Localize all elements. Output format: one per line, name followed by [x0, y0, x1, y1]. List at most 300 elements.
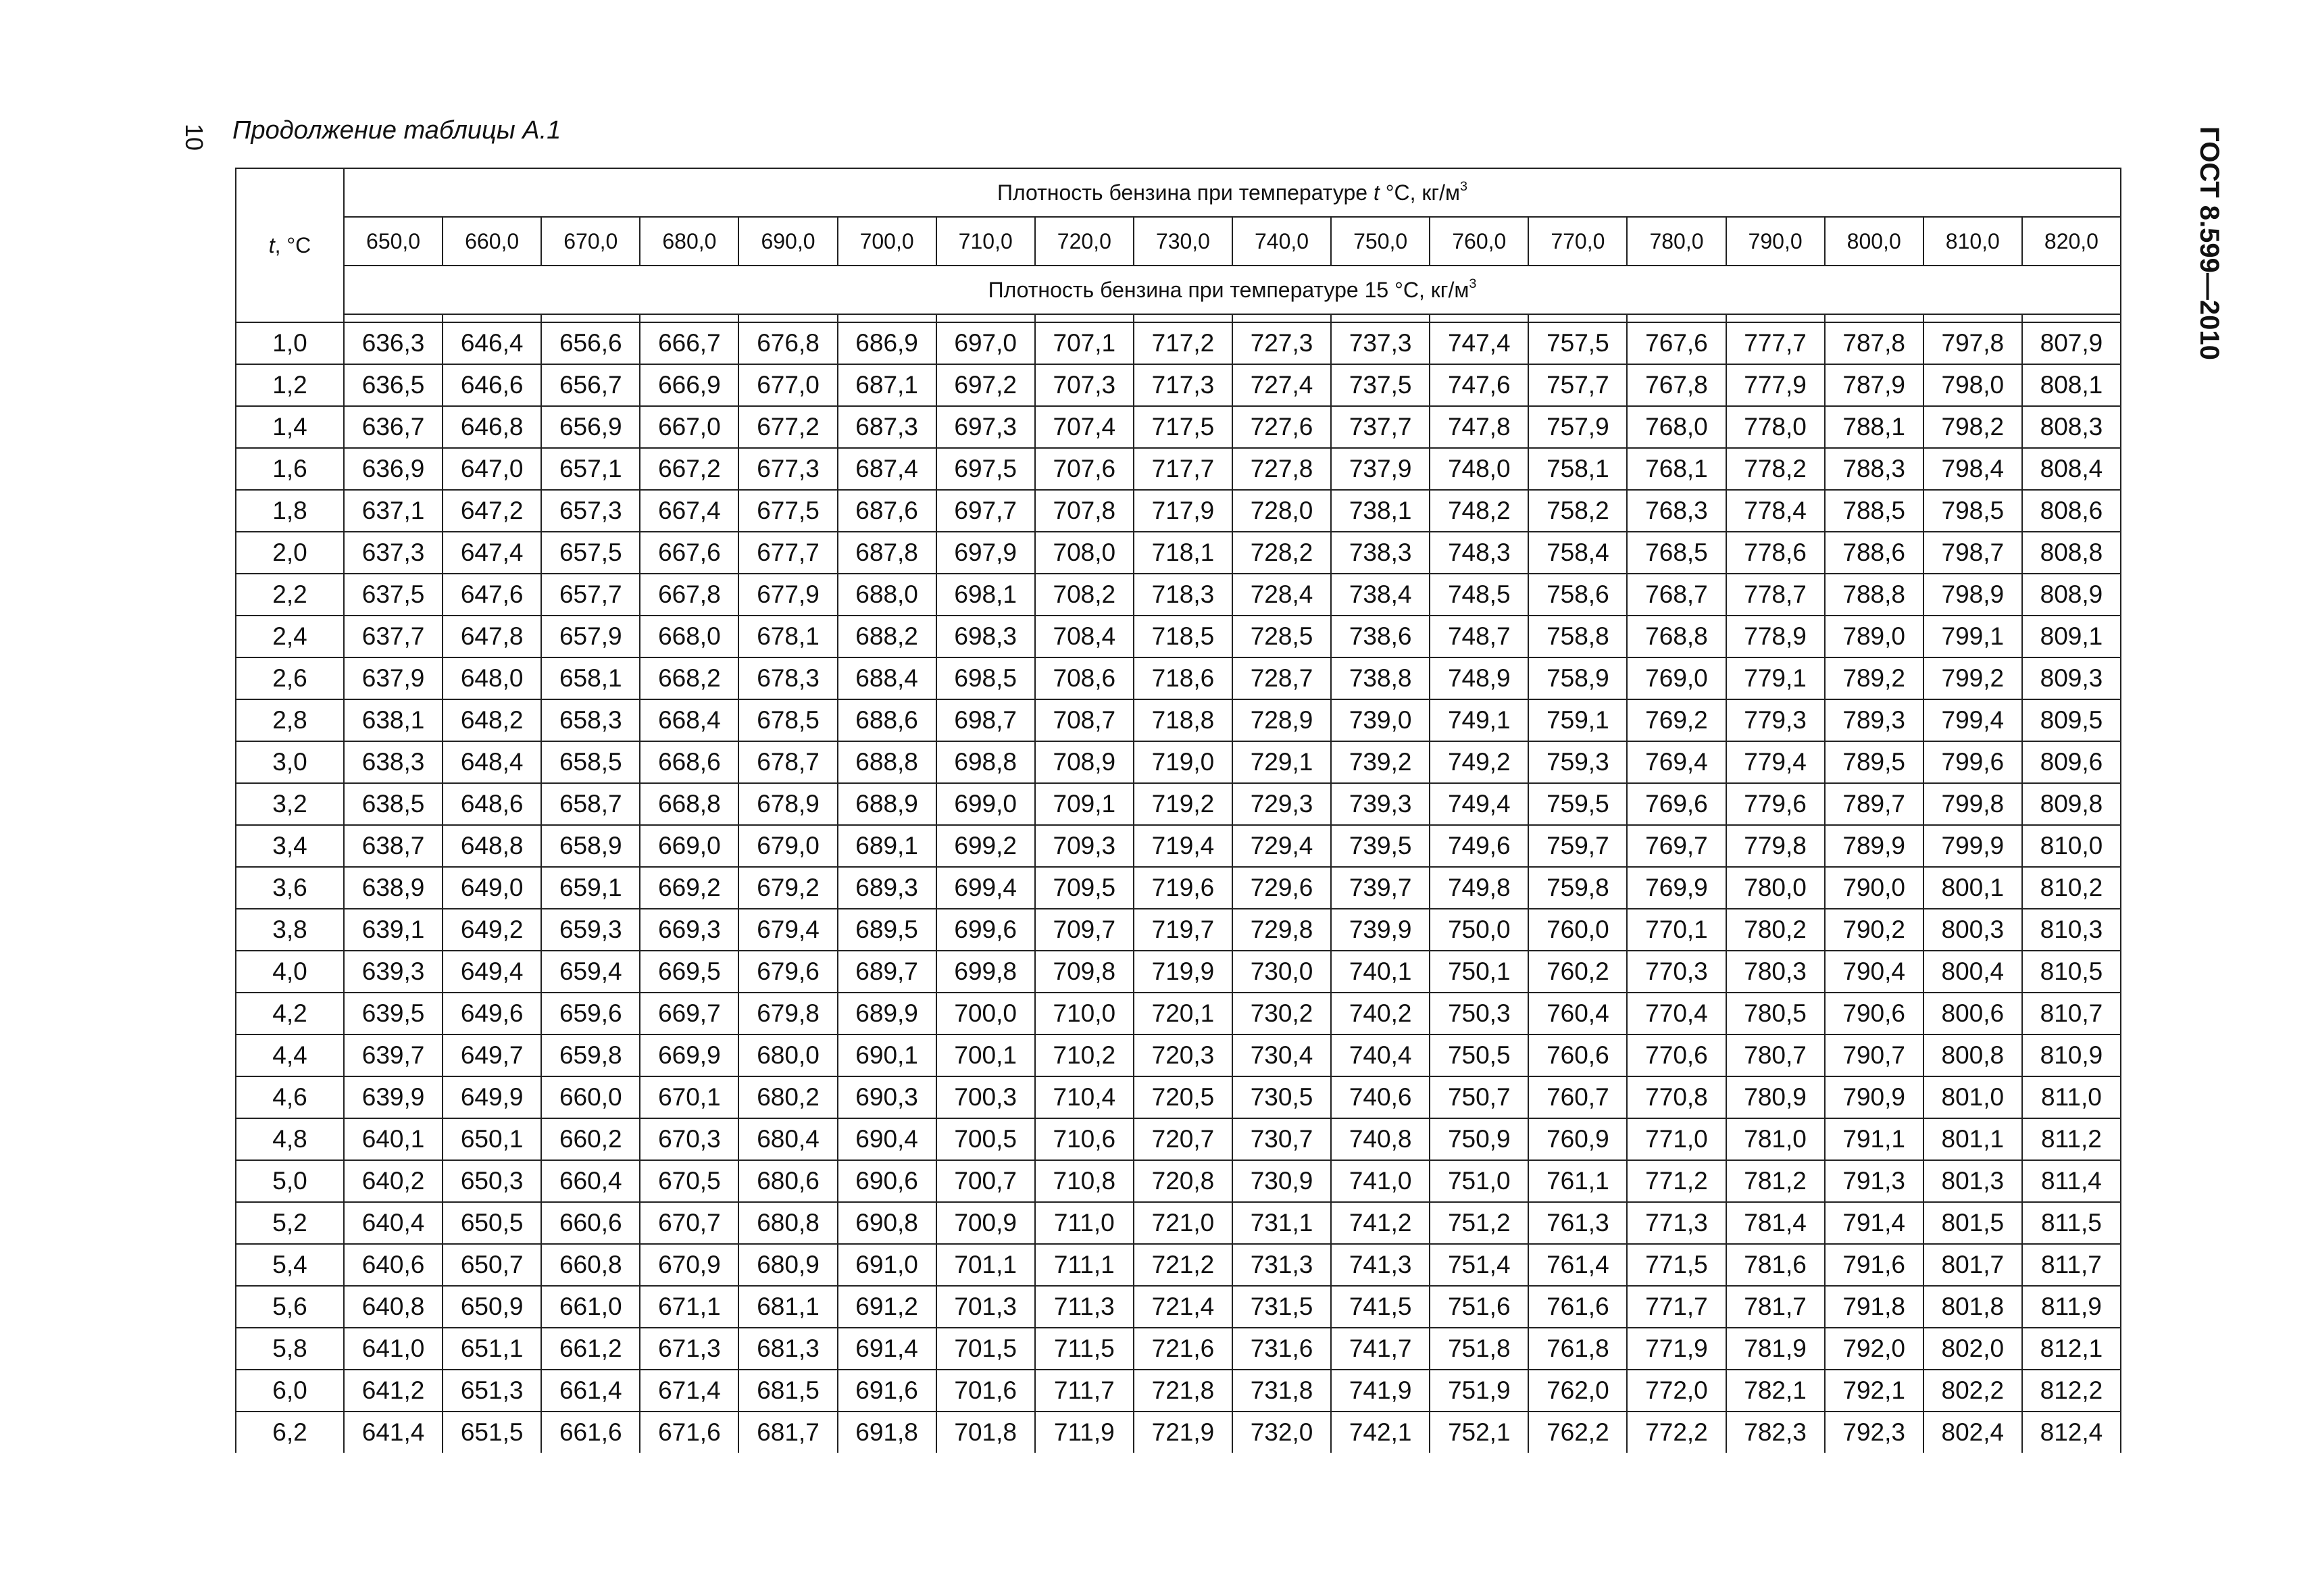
density-cell: 710,8: [1035, 1160, 1134, 1202]
temperature-cell: 3,2: [236, 783, 344, 825]
density-cell: 791,8: [1825, 1286, 1923, 1328]
density-cell: 700,5: [936, 1118, 1035, 1160]
density-cell: 728,5: [1232, 616, 1331, 657]
density-cell: 799,4: [1923, 699, 2022, 741]
density-cell: 667,0: [640, 406, 738, 448]
density-cell: 648,4: [443, 741, 541, 783]
density-cell: 730,2: [1232, 993, 1331, 1034]
column-header: 770,0: [1528, 217, 1627, 266]
density-cell: 709,3: [1035, 825, 1134, 867]
density-cell: 812,4: [2022, 1412, 2121, 1453]
density-cell: 772,0: [1627, 1370, 1726, 1412]
density-cell: 638,9: [344, 867, 443, 909]
density-cell: 698,3: [936, 616, 1035, 657]
density-cell: 798,5: [1923, 490, 2022, 532]
density-cell: 647,8: [443, 616, 541, 657]
density-cell: 750,0: [1430, 909, 1528, 951]
density-cell: 656,9: [541, 406, 640, 448]
density-cell: 789,2: [1825, 657, 1923, 699]
density-cell: 727,8: [1232, 448, 1331, 490]
density-cell: 708,4: [1035, 616, 1134, 657]
density-cell: 646,4: [443, 322, 541, 364]
density-cell: 759,8: [1528, 867, 1627, 909]
density-cell: 660,8: [541, 1244, 640, 1286]
gap-cell: [1430, 314, 1528, 322]
density-cell: 730,7: [1232, 1118, 1331, 1160]
density-cell: 689,7: [838, 951, 936, 993]
density-cell: 808,1: [2022, 364, 2121, 406]
density-cell: 687,1: [838, 364, 936, 406]
density-cell: 677,3: [738, 448, 837, 490]
density-cell: 646,8: [443, 406, 541, 448]
density-cell: 719,4: [1134, 825, 1232, 867]
density-cell: 749,6: [1430, 825, 1528, 867]
gap-cell: [738, 314, 837, 322]
density-cell: 769,2: [1627, 699, 1726, 741]
density-cell: 680,8: [738, 1202, 837, 1244]
density-cell: 701,5: [936, 1328, 1035, 1370]
density-cell: 669,9: [640, 1034, 738, 1076]
density-cell: 810,9: [2022, 1034, 2121, 1076]
density-cell: 770,1: [1627, 909, 1726, 951]
density-cell: 647,4: [443, 532, 541, 574]
density-cell: 808,3: [2022, 406, 2121, 448]
density-cell: 810,5: [2022, 951, 2121, 993]
table-row: [236, 1286, 2121, 1328]
density-cell: 649,6: [443, 993, 541, 1034]
density-cell: 720,3: [1134, 1034, 1232, 1076]
density-cell: 698,8: [936, 741, 1035, 783]
density-cell: 751,2: [1430, 1202, 1528, 1244]
density-cell: 792,0: [1825, 1328, 1923, 1370]
density-cell: 809,3: [2022, 657, 2121, 699]
density-cell: 740,4: [1331, 1034, 1430, 1076]
density-cell: 699,6: [936, 909, 1035, 951]
density-cell: 741,7: [1331, 1328, 1430, 1370]
density-cell: 636,5: [344, 364, 443, 406]
density-cell: 737,5: [1331, 364, 1430, 406]
density-cell: 768,7: [1627, 574, 1726, 616]
density-cell: 727,3: [1232, 322, 1331, 364]
density-cell: 737,9: [1331, 448, 1430, 490]
density-cell: 791,1: [1825, 1118, 1923, 1160]
density-cell: 721,6: [1134, 1328, 1232, 1370]
density-cell: 799,1: [1923, 616, 2022, 657]
density-cell: 758,1: [1528, 448, 1627, 490]
density-cell: 717,9: [1134, 490, 1232, 532]
table-row: [236, 364, 2121, 406]
density-cell: 658,1: [541, 657, 640, 699]
density-cell: 680,6: [738, 1160, 837, 1202]
density-cell: 719,2: [1134, 783, 1232, 825]
density-cell: 728,0: [1232, 490, 1331, 532]
density-cell: 719,0: [1134, 741, 1232, 783]
density-cell: 648,6: [443, 783, 541, 825]
density-cell: 711,7: [1035, 1370, 1134, 1412]
density-cell: 798,2: [1923, 406, 2022, 448]
density-cell: 799,6: [1923, 741, 2022, 783]
density-cell: 810,3: [2022, 909, 2121, 951]
density-cell: 750,7: [1430, 1076, 1528, 1118]
table-caption: Продолжение таблицы А.1: [232, 116, 561, 145]
density-cell: 701,1: [936, 1244, 1035, 1286]
density-cell: 677,2: [738, 406, 837, 448]
density-cell: 740,2: [1331, 993, 1430, 1034]
density-cell: 671,1: [640, 1286, 738, 1328]
density-cell: 679,8: [738, 993, 837, 1034]
density-cell: 636,7: [344, 406, 443, 448]
page-number: 10: [180, 123, 208, 151]
density-cell: 768,0: [1627, 406, 1726, 448]
density-cell: 690,6: [838, 1160, 936, 1202]
density-cell: 729,1: [1232, 741, 1331, 783]
density-cell: 777,9: [1726, 364, 1825, 406]
density-cell: 790,0: [1825, 867, 1923, 909]
density-cell: 690,4: [838, 1118, 936, 1160]
table-row: [236, 825, 2121, 867]
temperature-cell: 1,6: [236, 448, 344, 490]
density-cell: 801,8: [1923, 1286, 2022, 1328]
temperature-cell: 3,0: [236, 741, 344, 783]
density-cell: 731,3: [1232, 1244, 1331, 1286]
density-cell: 789,0: [1825, 616, 1923, 657]
density-cell: 650,9: [443, 1286, 541, 1328]
density-cell: 647,2: [443, 490, 541, 532]
temperature-cell: 1,8: [236, 490, 344, 532]
density-cell: 730,4: [1232, 1034, 1331, 1076]
density-cell: 749,1: [1430, 699, 1528, 741]
density-cell: 699,4: [936, 867, 1035, 909]
gap-cell: [541, 314, 640, 322]
density-cell: 737,3: [1331, 322, 1430, 364]
density-cell: 739,2: [1331, 741, 1430, 783]
density-cell: 691,4: [838, 1328, 936, 1370]
density-cell: 770,8: [1627, 1076, 1726, 1118]
table-row: [236, 1160, 2121, 1202]
density-cell: 728,7: [1232, 657, 1331, 699]
t-symbol: t: [268, 232, 275, 257]
density-cell: 788,1: [1825, 406, 1923, 448]
density-cell: 647,0: [443, 448, 541, 490]
density-cell: 676,8: [738, 322, 837, 364]
density-cell: 730,0: [1232, 951, 1331, 993]
density-cell: 771,2: [1627, 1160, 1726, 1202]
density-cell: 799,2: [1923, 657, 2022, 699]
table-row: [236, 699, 2121, 741]
density-cell: 708,0: [1035, 532, 1134, 574]
table-row: [236, 448, 2121, 490]
gap-cell: [1825, 314, 1923, 322]
density-cell: 640,4: [344, 1202, 443, 1244]
density-cell: 650,7: [443, 1244, 541, 1286]
density-cell: 637,3: [344, 532, 443, 574]
density-cell: 770,6: [1627, 1034, 1726, 1076]
density-cell: 811,5: [2022, 1202, 2121, 1244]
density-cell: 709,5: [1035, 867, 1134, 909]
density-cell: 791,3: [1825, 1160, 1923, 1202]
density-cell: 731,1: [1232, 1202, 1331, 1244]
density-cell: 798,4: [1923, 448, 2022, 490]
density-cell: 801,3: [1923, 1160, 2022, 1202]
density-cell: 771,3: [1627, 1202, 1726, 1244]
gap-cell: [1726, 314, 1825, 322]
density-cell: 659,8: [541, 1034, 640, 1076]
density-cell: 797,8: [1923, 322, 2022, 364]
column-header: 680,0: [640, 217, 738, 266]
table-row: [236, 993, 2121, 1034]
density-cell: 812,2: [2022, 1370, 2121, 1412]
temperature-cell: 1,2: [236, 364, 344, 406]
density-cell: 711,0: [1035, 1202, 1134, 1244]
density-cell: 710,2: [1035, 1034, 1134, 1076]
density-cell: 781,9: [1726, 1328, 1825, 1370]
density-cell: 689,1: [838, 825, 936, 867]
density-cell: 750,1: [1430, 951, 1528, 993]
density-cell: 709,1: [1035, 783, 1134, 825]
density-cell: 687,8: [838, 532, 936, 574]
density-cell: 677,5: [738, 490, 837, 532]
density-cell: 740,6: [1331, 1076, 1430, 1118]
density-cell: 639,9: [344, 1076, 443, 1118]
density-cell: 640,8: [344, 1286, 443, 1328]
density-cell: 811,9: [2022, 1286, 2121, 1328]
density-cell: 801,0: [1923, 1076, 2022, 1118]
temperature-cell: 4,6: [236, 1076, 344, 1118]
density-cell: 646,6: [443, 364, 541, 406]
gap-cell: [1134, 314, 1232, 322]
density-cell: 678,1: [738, 616, 837, 657]
density-cell: 721,8: [1134, 1370, 1232, 1412]
density-cell: 731,6: [1232, 1328, 1331, 1370]
density-table: [235, 168, 2121, 1453]
column-header: 690,0: [738, 217, 837, 266]
density-cell: 669,0: [640, 825, 738, 867]
density-cell: 760,2: [1528, 951, 1627, 993]
density-cell: 789,5: [1825, 741, 1923, 783]
density-cell: 708,9: [1035, 741, 1134, 783]
column-header: 800,0: [1825, 217, 1923, 266]
density-cell: 688,8: [838, 741, 936, 783]
density-cell: 660,2: [541, 1118, 640, 1160]
density-cell: 759,3: [1528, 741, 1627, 783]
temperature-cell: 1,4: [236, 406, 344, 448]
density-cell: 809,5: [2022, 699, 2121, 741]
density-cell: 650,3: [443, 1160, 541, 1202]
density-cell: 741,9: [1331, 1370, 1430, 1412]
density-at-t-unit-exponent: 3: [1459, 178, 1467, 194]
density-cell: 661,0: [541, 1286, 640, 1328]
density-cell: 667,2: [640, 448, 738, 490]
density-cell: 760,9: [1528, 1118, 1627, 1160]
density-cell: 681,3: [738, 1328, 837, 1370]
density-cell: 761,1: [1528, 1160, 1627, 1202]
table-row: [236, 951, 2121, 993]
density-cell: 790,7: [1825, 1034, 1923, 1076]
density-cell: 741,0: [1331, 1160, 1430, 1202]
density-cell: 689,3: [838, 867, 936, 909]
density-cell: 810,7: [2022, 993, 2121, 1034]
density-cell: 688,6: [838, 699, 936, 741]
density-cell: 778,9: [1726, 616, 1825, 657]
density-cell: 750,5: [1430, 1034, 1528, 1076]
gap-cell: [1627, 314, 1726, 322]
density-cell: 748,3: [1430, 532, 1528, 574]
density-cell: 732,0: [1232, 1412, 1331, 1453]
density-cell: 780,2: [1726, 909, 1825, 951]
density-cell: 769,0: [1627, 657, 1726, 699]
density-cell: 666,7: [640, 322, 738, 364]
density-cell: 659,1: [541, 867, 640, 909]
density-cell: 738,4: [1331, 574, 1430, 616]
density-cell: 637,7: [344, 616, 443, 657]
density-cell: 669,7: [640, 993, 738, 1034]
density-cell: 738,1: [1331, 490, 1430, 532]
density-cell: 697,2: [936, 364, 1035, 406]
column-header: 750,0: [1331, 217, 1430, 266]
density-cell: 671,4: [640, 1370, 738, 1412]
density-cell: 721,9: [1134, 1412, 1232, 1453]
density-cell: 782,3: [1726, 1412, 1825, 1453]
density-cell: 691,8: [838, 1412, 936, 1453]
density-cell: 758,4: [1528, 532, 1627, 574]
density-cell: 751,9: [1430, 1370, 1528, 1412]
density-cell: 769,9: [1627, 867, 1726, 909]
density-cell: 688,0: [838, 574, 936, 616]
document-code: ГОСТ 8.599—2010: [2194, 126, 2224, 360]
density-cell: 651,1: [443, 1328, 541, 1370]
density-cell: 720,7: [1134, 1118, 1232, 1160]
density-cell: 768,8: [1627, 616, 1726, 657]
density-cell: 708,2: [1035, 574, 1134, 616]
density-cell: 781,4: [1726, 1202, 1825, 1244]
density-cell: 678,7: [738, 741, 837, 783]
density-cell: 739,3: [1331, 783, 1430, 825]
density-cell: 637,9: [344, 657, 443, 699]
density-cell: 792,3: [1825, 1412, 1923, 1453]
gap-cell: [344, 314, 443, 322]
density-cell: 779,1: [1726, 657, 1825, 699]
temperature-cell: 5,0: [236, 1160, 344, 1202]
density-cell: 747,8: [1430, 406, 1528, 448]
density-cell: 748,0: [1430, 448, 1528, 490]
density-cell: 780,7: [1726, 1034, 1825, 1076]
density-cell: 667,6: [640, 532, 738, 574]
density-cell: 778,0: [1726, 406, 1825, 448]
temperature-cell: 4,4: [236, 1034, 344, 1076]
table-row: [236, 574, 2121, 616]
density-cell: 811,7: [2022, 1244, 2121, 1286]
density-cell: 739,9: [1331, 909, 1430, 951]
density-cell: 769,4: [1627, 741, 1726, 783]
density-cell: 731,5: [1232, 1286, 1331, 1328]
density-cell: 668,0: [640, 616, 738, 657]
density-cell: 669,2: [640, 867, 738, 909]
temperature-cell: 4,2: [236, 993, 344, 1034]
table-row: [236, 1202, 2121, 1244]
density-cell: 699,0: [936, 783, 1035, 825]
table-row: [236, 1244, 2121, 1286]
density-cell: 711,9: [1035, 1412, 1134, 1453]
density-cell: 811,2: [2022, 1118, 2121, 1160]
density-cell: 721,2: [1134, 1244, 1232, 1286]
density-cell: 678,3: [738, 657, 837, 699]
density-cell: 657,5: [541, 532, 640, 574]
density-cell: 770,4: [1627, 993, 1726, 1034]
density-cell: 791,4: [1825, 1202, 1923, 1244]
density-cell: 761,4: [1528, 1244, 1627, 1286]
density-cell: 700,9: [936, 1202, 1035, 1244]
gap-cell: [1528, 314, 1627, 322]
density-cell: 748,7: [1430, 616, 1528, 657]
table-row: [236, 532, 2121, 574]
density-cell: 757,7: [1528, 364, 1627, 406]
gap-cell: [1232, 314, 1331, 322]
density-cell: 658,3: [541, 699, 640, 741]
density-cell: 788,3: [1825, 448, 1923, 490]
density-cell: 720,1: [1134, 993, 1232, 1034]
temperature-cell: 3,6: [236, 867, 344, 909]
density-cell: 751,8: [1430, 1328, 1528, 1370]
density-cell: 707,6: [1035, 448, 1134, 490]
density-cell: 748,2: [1430, 490, 1528, 532]
temperature-cell: 5,4: [236, 1244, 344, 1286]
density-cell: 749,2: [1430, 741, 1528, 783]
density-cell: 801,7: [1923, 1244, 2022, 1286]
density-cell: 681,7: [738, 1412, 837, 1453]
density-cell: 740,1: [1331, 951, 1430, 993]
density-cell: 802,0: [1923, 1328, 2022, 1370]
density-cell: 661,4: [541, 1370, 640, 1412]
density-cell: 778,6: [1726, 532, 1825, 574]
density-cell: 701,6: [936, 1370, 1035, 1412]
density-cell: 807,9: [2022, 322, 2121, 364]
density-at-t-header: [344, 168, 2121, 217]
density-cell: 742,1: [1331, 1412, 1430, 1453]
density-cell: 741,3: [1331, 1244, 1430, 1286]
density-cell: 687,6: [838, 490, 936, 532]
density-cell: 691,6: [838, 1370, 936, 1412]
density-cell: 739,5: [1331, 825, 1430, 867]
density-cell: 798,0: [1923, 364, 2022, 406]
density-cell: 800,8: [1923, 1034, 2022, 1076]
temperature-cell: 2,4: [236, 616, 344, 657]
density-cell: 758,8: [1528, 616, 1627, 657]
density-cell: 668,2: [640, 657, 738, 699]
t-unit: , °C: [274, 232, 311, 257]
density-cell: 660,0: [541, 1076, 640, 1118]
density-cell: 670,7: [640, 1202, 738, 1244]
density-cell: 711,5: [1035, 1328, 1134, 1370]
table-row: [236, 616, 2121, 657]
density-cell: 747,6: [1430, 364, 1528, 406]
density-cell: 657,3: [541, 490, 640, 532]
table-header: [236, 168, 2121, 322]
column-header: 650,0: [344, 217, 443, 266]
column-header-row: [236, 217, 2121, 266]
density-cell: 691,0: [838, 1244, 936, 1286]
density-cell: 790,9: [1825, 1076, 1923, 1118]
density-cell: 739,0: [1331, 699, 1430, 741]
density-cell: 709,7: [1035, 909, 1134, 951]
density-cell: 718,6: [1134, 657, 1232, 699]
density-cell: 700,3: [936, 1076, 1035, 1118]
density-cell: 680,0: [738, 1034, 837, 1076]
column-header: 660,0: [443, 217, 541, 266]
density-cell: 707,3: [1035, 364, 1134, 406]
density-at-t-text: Плотность бензина при температуре: [997, 180, 1374, 205]
density-cell: 801,1: [1923, 1118, 2022, 1160]
density-cell: 727,4: [1232, 364, 1331, 406]
